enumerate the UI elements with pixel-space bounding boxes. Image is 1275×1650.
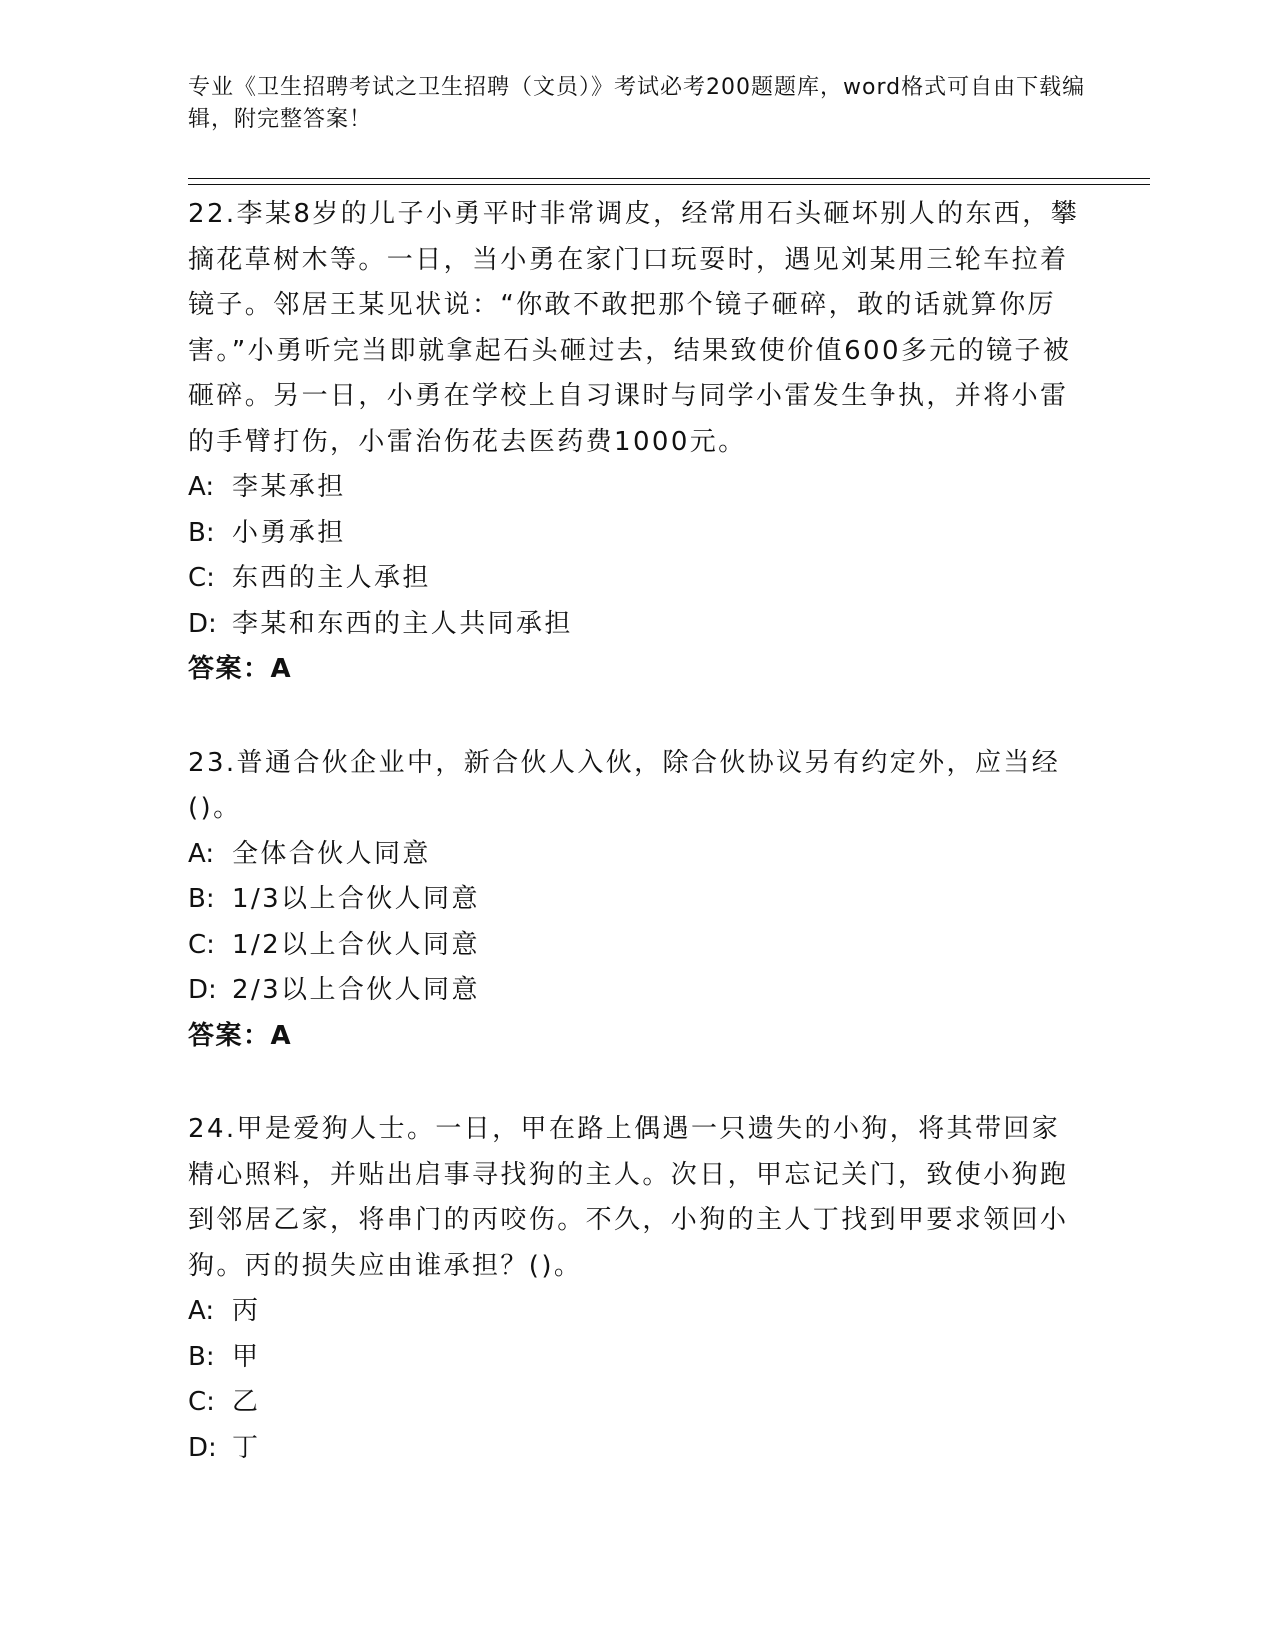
option-a: [188, 832, 1088, 878]
option-text: 李某承担: [232, 472, 346, 502]
option-d: [188, 1426, 1088, 1472]
option-letter: C:: [188, 929, 215, 960]
option-letter: C:: [188, 563, 215, 593]
header-rule-top: [188, 178, 1150, 179]
option-text: 2/3以上合伙人同意: [232, 975, 480, 1005]
option-text: 丁: [232, 1432, 261, 1463]
option-b: [188, 877, 1088, 923]
option-text: 甲: [232, 1341, 261, 1372]
option-b: [188, 511, 1088, 557]
document-header: 专业《卫生招聘考试之卫生招聘（文员）》考试必考200题题库，word格式可自由下载编辑，附完整答案！: [188, 75, 1086, 132]
option-c: [188, 1380, 1088, 1426]
option-d: [188, 602, 1088, 648]
question-text: 23.普通合伙企业中，新合伙人入伙，除合伙协议另有约定外，应当经()。: [188, 747, 1061, 823]
option-a: [188, 1289, 1088, 1335]
option-letter: D:: [188, 975, 217, 1005]
question-22: [188, 192, 1088, 693]
question-text: 24.甲是爱狗人士。一日，甲在路上偶遇一只遗失的小狗，将其带回家精心照料，并贴出启事寻找狗的主人。次日，甲忘记关门，致使小狗跑到邻居乙家，将串门的丙咬伤。不久，小狗的主人丁找到甲要求领回小狗。丙的损失应由谁承担？()。: [188, 1114, 1069, 1281]
option-letter: B:: [188, 517, 215, 548]
option-d: [188, 968, 1088, 1014]
option-c: [188, 556, 1088, 602]
option-text: 李某和东西的主人共同承担: [232, 608, 573, 639]
option-letter: B:: [188, 884, 215, 914]
option-letter: A:: [188, 472, 215, 502]
option-letter: D:: [188, 608, 217, 639]
option-a: [188, 465, 1088, 511]
option-text: 1/2以上合伙人同意: [232, 929, 480, 960]
question-24: [188, 1107, 1088, 1471]
option-letter: B:: [188, 1341, 215, 1372]
option-letter: A:: [188, 838, 215, 869]
answer-line: 答案：A: [188, 1020, 293, 1051]
question-23: [188, 741, 1088, 1060]
option-letter: A:: [188, 1296, 215, 1326]
header-rule-bottom: [188, 184, 1150, 185]
option-text: 小勇承担: [232, 517, 346, 548]
option-letter: D:: [188, 1432, 217, 1463]
question-list: [188, 192, 1088, 1519]
option-text: 全体合伙人同意: [232, 838, 431, 869]
option-b: [188, 1335, 1088, 1381]
option-letter: C:: [188, 1387, 215, 1417]
option-text: 丙: [232, 1296, 261, 1326]
answer-line: 答案：A: [188, 654, 293, 684]
option-text: 东西的主人承担: [232, 563, 431, 593]
option-text: 1/3以上合伙人同意: [232, 884, 480, 914]
option-c: [188, 923, 1088, 969]
option-text: 乙: [232, 1387, 261, 1417]
question-text: 22.李某8岁的儿子小勇平时非常调皮，经常用石头砸坏别人的东西，攀摘花草树木等。一日，当小勇在家门口玩耍时，遇见刘某用三轮车拉着镜子。邻居王某见状说：“你敢不敢把那个镜子砸碎，敢的话就算你厉害。”小勇听完当即就拿起石头砸过去，结果致使价值600多元的镜子被砸碎。另一日，小勇在学校上自习课时与同学小雷发生争执，并将小雷的手臂打伤，小雷治伤花去医药费1000元。: [188, 199, 1080, 457]
